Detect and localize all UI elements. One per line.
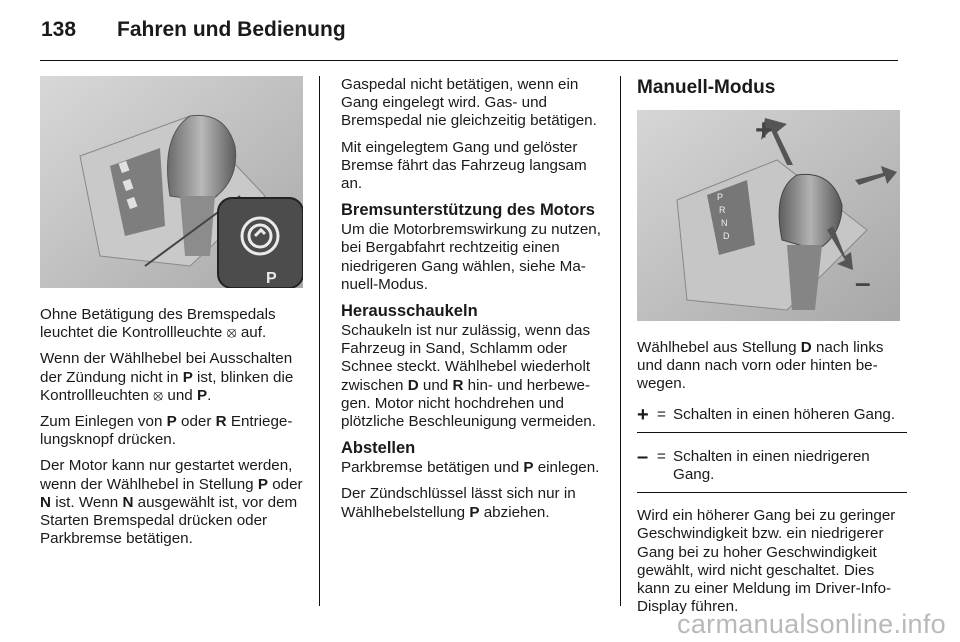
column-2: [341, 76, 606, 530]
shift-up-entry: [637, 402, 907, 433]
column-divider-1: [319, 76, 320, 606]
brake-warning-icon: ⦻: [153, 386, 164, 404]
col1-paragraph-3: Zum Einlegen von P oder R Entriegelungsknopf drücken.: [40, 413, 293, 449]
equals-sign: =: [657, 447, 666, 465]
col2-paragraph-6: Der Zündschlüssel lässt sich nur in Wählhebelstellung P abziehen.: [341, 485, 576, 521]
equals-sign: =: [657, 405, 666, 423]
col2-paragraph-4: Schaukeln ist nur zulässig, wenn das Fahrzeug in Sand, Schlamm oder Schnee steckt. Wählhebel wiederholt zwischen D und R hin- und herbewegen. Motor nicht hochdrehen und plötzliche Beschleunigung vermeiden.: [341, 322, 596, 431]
park-badge-letter: P: [266, 270, 277, 287]
watermark: carmanualsonline.info: [677, 609, 946, 639]
col2-paragraph-1: Gaspedal nicht betätigen, wenn ein Gang eingelegt wird. Gas- und Bremspedal nie gleichzeitig betätigen.: [341, 76, 597, 130]
gear-selector-figure: [40, 76, 303, 288]
col2-paragraph-5: Parkbremse betätigen und P einlegen.: [341, 459, 600, 477]
col2-paragraph-2: Mit eingelegtem Gang und gelöster Bremse fährt das Fahrzeug langsam an.: [341, 138, 587, 193]
heading-engine-braking: Bremsunterstützung des Motors: [341, 201, 595, 220]
column-3: [637, 76, 907, 624]
shift-down-symbol: –: [855, 267, 871, 298]
manual-mode-figure: [637, 110, 900, 321]
column-1: [40, 76, 308, 556]
gate-letter-n: N: [721, 218, 728, 228]
col1-paragraph-2: Wenn der Wählhebel bei Ausschalten der Zündung nicht in P ist, blinken die Kontrollleuchten ⦻ und P.: [40, 350, 294, 404]
shift-up-symbol: +: [755, 114, 773, 147]
column-divider-2: [620, 76, 621, 606]
page-title: Fahren und Bedienung: [117, 18, 346, 41]
gate-letter-r: R: [719, 205, 726, 215]
col3-paragraph-2: Wird ein höherer Gang bei zu geringer Geschwindigkeit bzw. ein niedrigerer Gang bei zu hoher Geschwindigkeit gewählt, wird nicht geschaltet. Dies kann zu einer Meldung im Driver-Info-Display führen.: [637, 507, 896, 616]
brake-warning-icon: ⦻: [226, 324, 237, 342]
header-rule: [40, 60, 898, 61]
shift-up-text: Schalten in einen höheren Gang.: [673, 405, 896, 423]
col1-paragraph-1: Ohne Betätigung des Bremspedals leuchtet die Kontrollleuchte ⦻ auf.: [40, 306, 276, 342]
gate-letter-p: P: [717, 192, 724, 202]
shift-down-text: Schalten in einen niedrigeren Gang.: [673, 447, 870, 484]
page-number: 138: [41, 18, 77, 41]
col1-paragraph-4: Der Motor kann nur gestartet werden, wenn der Wählhebel in Stellung P oder N ist. Wenn N ausgewählt ist, vor dem Starten Bremspedal drücken oder Parkbremse betätigen.: [40, 457, 303, 548]
plus-icon: +: [637, 403, 649, 426]
col3-paragraph-1: Wählhebel aus Stellung D nach links und dann nach vorn oder hinten bewegen.: [637, 339, 884, 393]
minus-icon: –: [637, 445, 649, 468]
heading-rocking: Herausschaukeln: [341, 302, 478, 321]
heading-parking: Abstellen: [341, 439, 416, 458]
heading-manual-mode: Manuell-Modus: [637, 77, 776, 98]
col2-paragraph-3: Um die Motorbremswirkung zu nutzen, bei Bergabfahrt rechtzeitig einen niedrigeren Gang wählen, siehe Manuell-Modus.: [341, 221, 601, 293]
shift-down-entry: [637, 444, 907, 493]
gate-letter-d: D: [723, 231, 730, 241]
